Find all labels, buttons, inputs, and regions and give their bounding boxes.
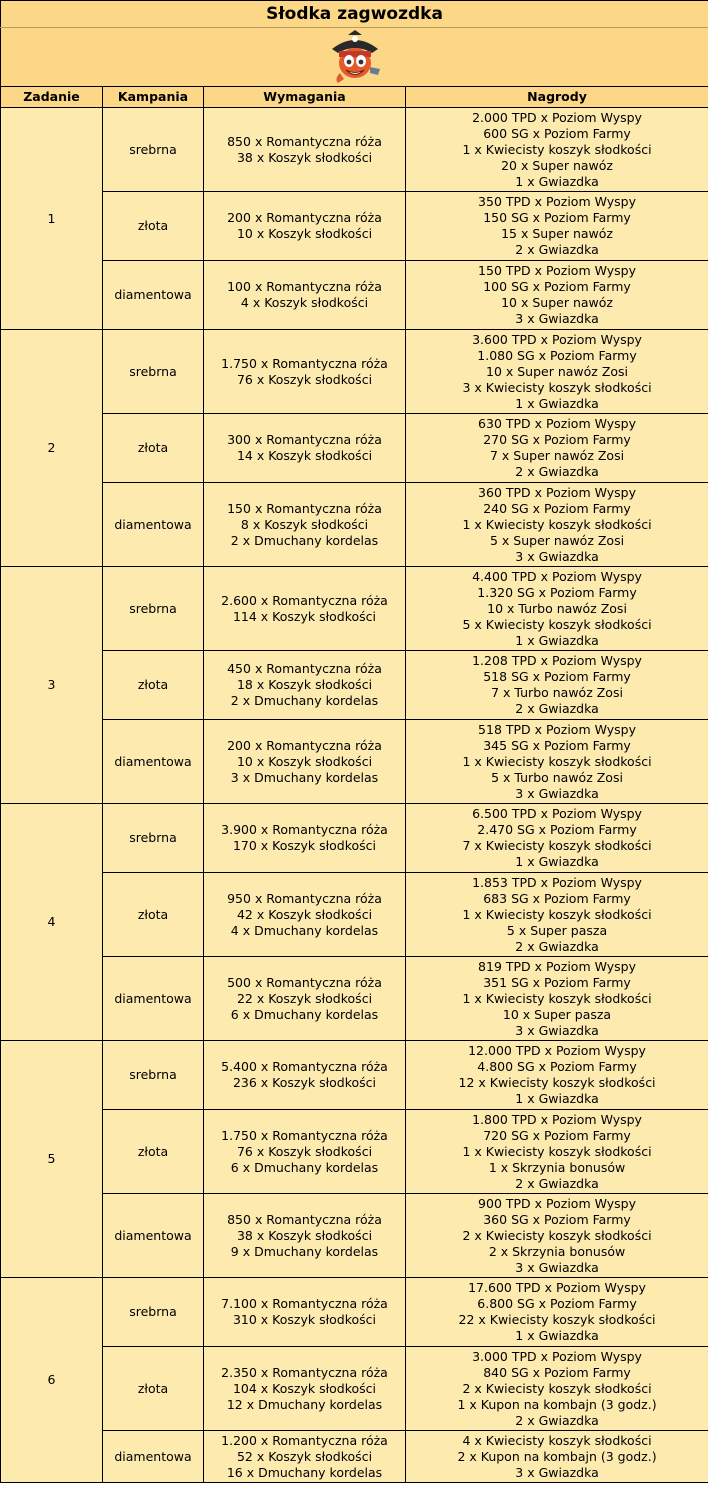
rewards-cell-line: 1.208 TPD x Poziom Wyspy: [472, 653, 642, 668]
rewards-cell-line: 1.080 SG x Poziom Farmy: [477, 347, 637, 363]
requirements-cell: [204, 414, 406, 483]
rewards-cell-line: 3 x Gwiazdka: [515, 1464, 599, 1480]
rewards-cell-line: 2 x Kwiecisty koszyk słodkości: [462, 1227, 652, 1243]
requirements-cell-line: 114 x Koszyk słodkości: [232, 608, 377, 624]
rewards-cell: [406, 1278, 708, 1347]
header-rewards: Nagrody: [406, 87, 708, 108]
requirements-cell-line: 76 x Koszyk słodkości: [236, 371, 373, 387]
campaign-cell: srebrna: [103, 108, 204, 192]
table-row: [1, 261, 708, 330]
rewards-cell-line: 1 x Gwiazdka: [515, 1328, 599, 1343]
page-title: Słodka zagwozdka: [1, 1, 708, 28]
requirements-cell-line: 850 x Romantyczna róża: [227, 133, 382, 149]
requirements-cell: [204, 1041, 406, 1110]
campaign-cell: srebrna: [103, 330, 204, 414]
campaign-cell: złota: [103, 873, 204, 957]
rewards-cell-line: 12.000 TPD x Poziom Wyspy: [468, 1043, 646, 1058]
requirements-cell-line: 6 x Dmuchany kordelas: [230, 1006, 379, 1022]
task-number: 3: [1, 567, 103, 804]
task-number: 4: [1, 804, 103, 1041]
header-requirements: Wymagania: [204, 87, 406, 108]
table-row: [1, 483, 708, 567]
campaign-cell: złota: [103, 651, 204, 720]
rewards-cell-line: 10 x Super pasza: [502, 1006, 612, 1022]
requirements-cell: [204, 567, 406, 651]
rewards-cell: [406, 483, 708, 567]
requirements-cell: [204, 1194, 406, 1278]
task-number: 6: [1, 1278, 103, 1483]
campaign-cell: złota: [103, 192, 204, 261]
rewards-cell-line: 2 x Gwiazdka: [515, 1175, 599, 1191]
header-row: [1, 87, 708, 108]
campaign-cell: srebrna: [103, 567, 204, 651]
rewards-cell-line: 2.000 TPD x Poziom Wyspy: [472, 109, 642, 125]
rewards-cell: [406, 1041, 708, 1110]
campaign-cell: złota: [103, 1110, 204, 1194]
rewards-cell-line: 3 x Gwiazdka: [515, 311, 599, 326]
table-row: [1, 1431, 708, 1483]
requirements-cell-line: 4 x Dmuchany kordelas: [230, 922, 379, 938]
rewards-cell-line: 3 x Gwiazdka: [515, 548, 599, 564]
requirements-cell: [204, 873, 406, 957]
icon-row: [1, 28, 708, 87]
rewards-cell-line: 2 x Kupon na kombajn (3 godz.): [457, 1448, 657, 1464]
rewards-cell-line: 7 x Turbo nawóz Zosi: [491, 685, 623, 700]
requirements-cell-line: 42 x Koszyk słodkości: [236, 906, 373, 922]
rewards-cell-line: 100 SG x Poziom Farmy: [483, 279, 631, 294]
requirements-cell: [204, 651, 406, 720]
rewards-cell-line: 900 TPD x Poziom Wyspy: [478, 1195, 636, 1211]
rewards-cell-line: 5 x Super nawóz Zosi: [489, 532, 625, 548]
requirements-cell-line: 10 x Koszyk słodkości: [236, 226, 373, 241]
requirements-cell-line: 8 x Koszyk słodkości: [240, 516, 369, 532]
rewards-cell-line: 720 SG x Poziom Farmy: [483, 1127, 631, 1143]
task-table-body: [1, 108, 708, 1483]
rewards-cell-line: 17.600 TPD x Poziom Wyspy: [468, 1280, 646, 1295]
rewards-cell-line: 5 x Super pasza: [506, 922, 608, 938]
rewards-cell: [406, 192, 708, 261]
requirements-cell-line: 236 x Koszyk słodkości: [232, 1075, 377, 1090]
requirements-cell-line: 310 x Koszyk słodkości: [232, 1312, 377, 1327]
table-row: [1, 720, 708, 804]
requirements-cell: [204, 957, 406, 1041]
rewards-cell: [406, 414, 708, 483]
rewards-cell: [406, 1347, 708, 1431]
requirements-cell-line: 16 x Dmuchany kordelas: [226, 1464, 383, 1480]
requirements-cell-line: 52 x Koszyk słodkości: [236, 1448, 373, 1464]
campaign-cell: diamentowa: [103, 1431, 204, 1483]
requirements-cell-line: 5.400 x Romantyczna róża: [221, 1059, 388, 1074]
rewards-cell-line: 1 x Gwiazdka: [515, 632, 599, 648]
rewards-cell-line: 518 TPD x Poziom Wyspy: [478, 721, 636, 737]
rewards-cell-line: 1 x Gwiazdka: [515, 1091, 599, 1106]
rewards-cell-line: 2 x Skrzynia bonusów: [488, 1243, 626, 1259]
table-row: [1, 1041, 708, 1110]
requirements-cell-line: 200 x Romantyczna róża: [227, 210, 382, 225]
requirements-cell-line: 3.900 x Romantyczna róża: [221, 822, 388, 837]
rewards-cell-line: 22 x Kwiecisty koszyk słodkości: [458, 1312, 656, 1327]
table-row: [1, 414, 708, 483]
pirate-mascot-icon: [326, 29, 384, 85]
rewards-cell-line: 3 x Gwiazdka: [515, 1259, 599, 1275]
rewards-cell-line: 345 SG x Poziom Farmy: [483, 737, 631, 753]
rewards-cell: [406, 651, 708, 720]
rewards-cell-line: 1 x Kwiecisty koszyk słodkości: [462, 906, 652, 922]
requirements-cell-line: 300 x Romantyczna róża: [227, 432, 382, 447]
rewards-cell: [406, 1194, 708, 1278]
rewards-cell-line: 360 TPD x Poziom Wyspy: [478, 484, 636, 500]
rewards-cell-line: 1 x Gwiazdka: [515, 395, 599, 411]
table-row: [1, 1347, 708, 1431]
rewards-cell-line: 1 x Gwiazdka: [515, 854, 599, 869]
requirements-cell-line: 3 x Dmuchany kordelas: [230, 769, 379, 785]
requirements-cell-line: 1.750 x Romantyczna róża: [221, 355, 388, 371]
requirements-cell: [204, 1110, 406, 1194]
rewards-cell-line: 840 SG x Poziom Farmy: [483, 1364, 631, 1380]
rewards-cell-line: 1 x Skrzynia bonusów: [488, 1159, 626, 1175]
requirements-cell-line: 150 x Romantyczna róża: [227, 500, 382, 516]
rewards-cell: [406, 873, 708, 957]
rewards-cell-line: 819 TPD x Poziom Wyspy: [478, 958, 636, 974]
rewards-cell-line: 10 x Super nawóz Zosi: [486, 363, 629, 379]
mascot-cell: [1, 28, 708, 87]
header-task: Zadanie: [1, 87, 103, 108]
requirements-cell-line: 1.750 x Romantyczna róża: [221, 1127, 388, 1143]
campaign-cell: diamentowa: [103, 1194, 204, 1278]
table-row: [1, 1278, 708, 1347]
rewards-cell-line: 683 SG x Poziom Farmy: [483, 890, 631, 906]
rewards-cell-line: 3.000 TPD x Poziom Wyspy: [472, 1348, 642, 1364]
rewards-cell-line: 351 SG x Poziom Farmy: [483, 974, 631, 990]
rewards-cell-line: 600 SG x Poziom Farmy: [483, 125, 631, 141]
campaign-cell: diamentowa: [103, 720, 204, 804]
requirements-cell-line: 6 x Dmuchany kordelas: [230, 1159, 379, 1175]
rewards-cell-line: 1 x Kwiecisty koszyk słodkości: [462, 516, 652, 532]
requirements-cell-line: 4 x Koszyk słodkości: [240, 295, 369, 310]
title-row: [1, 1, 708, 28]
rewards-cell-line: 2 x Gwiazdka: [515, 242, 599, 257]
rewards-cell-line: 1.800 TPD x Poziom Wyspy: [472, 1111, 642, 1127]
rewards-cell-line: 1 x Kupon na kombajn (3 godz.): [457, 1396, 657, 1412]
rewards-cell: [406, 804, 708, 873]
rewards-cell: [406, 261, 708, 330]
requirements-cell-line: 2.600 x Romantyczna róża: [221, 592, 388, 608]
rewards-cell-line: 3.600 TPD x Poziom Wyspy: [472, 331, 642, 347]
requirements-cell-line: 200 x Romantyczna róża: [227, 737, 382, 753]
requirements-cell-line: 950 x Romantyczna róża: [227, 890, 382, 906]
campaign-cell: złota: [103, 414, 204, 483]
requirements-cell-line: 104 x Koszyk słodkości: [232, 1380, 377, 1396]
requirements-cell-line: 100 x Romantyczna róża: [227, 279, 382, 294]
requirements-cell-line: 22 x Koszyk słodkości: [236, 990, 373, 1006]
rewards-cell-line: 3 x Gwiazdka: [515, 1022, 599, 1038]
requirements-cell-line: 7.100 x Romantyczna róża: [221, 1296, 388, 1311]
rewards-cell-line: 1 x Kwiecisty koszyk słodkości: [462, 753, 652, 769]
requirements-cell: [204, 261, 406, 330]
rewards-cell-line: 2 x Gwiazdka: [515, 701, 599, 716]
rewards-cell-line: 10 x Turbo nawóz Zosi: [487, 600, 627, 616]
campaign-cell: diamentowa: [103, 483, 204, 567]
rewards-cell-line: 518 SG x Poziom Farmy: [483, 669, 631, 684]
requirements-cell-line: 170 x Koszyk słodkości: [232, 838, 377, 853]
rewards-cell-line: 270 SG x Poziom Farmy: [483, 432, 631, 447]
campaign-cell: srebrna: [103, 1278, 204, 1347]
rewards-cell-line: 6.500 TPD x Poziom Wyspy: [472, 806, 642, 821]
campaign-cell: srebrna: [103, 1041, 204, 1110]
rewards-cell-line: 360 SG x Poziom Farmy: [483, 1211, 631, 1227]
campaign-cell: diamentowa: [103, 957, 204, 1041]
requirements-cell-line: 1.200 x Romantyczna róża: [221, 1432, 388, 1448]
requirements-cell-line: 2.350 x Romantyczna róża: [221, 1364, 388, 1380]
rewards-cell-line: 20 x Super nawóz: [501, 157, 613, 173]
requirements-cell: [204, 108, 406, 192]
rewards-cell-line: 6.800 SG x Poziom Farmy: [477, 1296, 637, 1311]
table-row: [1, 192, 708, 261]
header-campaign: Kampania: [103, 87, 204, 108]
rewards-cell-line: 2 x Gwiazdka: [515, 1412, 599, 1428]
rewards-cell-line: 150 SG x Poziom Farmy: [483, 210, 631, 225]
rewards-cell: [406, 330, 708, 414]
rewards-cell-line: 5 x Turbo nawóz Zosi: [491, 769, 623, 785]
rewards-cell-line: 7 x Super nawóz Zosi: [489, 448, 625, 463]
rewards-cell: [406, 567, 708, 651]
rewards-cell-line: 10 x Super nawóz: [501, 295, 613, 310]
task-number: 1: [1, 108, 103, 330]
rewards-cell: [406, 1110, 708, 1194]
rewards-cell-line: 12 x Kwiecisty koszyk słodkości: [458, 1075, 656, 1090]
task-number: 5: [1, 1041, 103, 1278]
requirements-cell: [204, 804, 406, 873]
rewards-cell-line: 350 TPD x Poziom Wyspy: [478, 194, 636, 209]
table-row: [1, 873, 708, 957]
rewards-cell-line: 3 x Gwiazdka: [515, 785, 599, 801]
rewards-cell-line: 4.400 TPD x Poziom Wyspy: [472, 568, 642, 584]
requirements-cell: [204, 330, 406, 414]
table-row: [1, 804, 708, 873]
requirements-cell-line: 500 x Romantyczna róża: [227, 974, 382, 990]
requirements-cell-line: 76 x Koszyk słodkości: [236, 1143, 373, 1159]
rewards-cell-line: 1 x Kwiecisty koszyk słodkości: [462, 1143, 652, 1159]
requirements-cell: [204, 1347, 406, 1431]
table-row: [1, 651, 708, 720]
rewards-cell-line: 3 x Kwiecisty koszyk słodkości: [462, 379, 652, 395]
rewards-cell-line: 150 TPD x Poziom Wyspy: [478, 263, 636, 278]
requirements-cell: [204, 720, 406, 804]
requirements-cell-line: 9 x Dmuchany kordelas: [230, 1243, 379, 1259]
requirements-cell-line: 18 x Koszyk słodkości: [236, 677, 373, 692]
rewards-cell-line: 630 TPD x Poziom Wyspy: [478, 416, 636, 431]
rewards-cell: [406, 1431, 708, 1483]
campaign-cell: złota: [103, 1347, 204, 1431]
requirements-cell: [204, 1278, 406, 1347]
rewards-cell-line: 2 x Gwiazdka: [515, 938, 599, 954]
requirements-cell-line: 10 x Koszyk słodkości: [236, 753, 373, 769]
table-row: [1, 1194, 708, 1278]
requirements-cell-line: 38 x Koszyk słodkości: [236, 1227, 373, 1243]
requirements-cell-line: 450 x Romantyczna róża: [227, 661, 382, 676]
rewards-cell-line: 15 x Super nawóz: [501, 226, 613, 241]
table-row: [1, 567, 708, 651]
rewards-cell: [406, 108, 708, 192]
table-row: [1, 108, 708, 192]
rewards-cell-line: 1 x Kwiecisty koszyk słodkości: [462, 141, 652, 157]
rewards-cell-line: 1.853 TPD x Poziom Wyspy: [472, 874, 642, 890]
rewards-cell-line: 4 x Kwiecisty koszyk słodkości: [462, 1432, 652, 1448]
requirements-cell-line: 14 x Koszyk słodkości: [236, 448, 373, 463]
rewards-cell: [406, 720, 708, 804]
rewards-cell-line: 1 x Kwiecisty koszyk słodkości: [462, 990, 652, 1006]
campaign-cell: srebrna: [103, 804, 204, 873]
requirements-cell: [204, 192, 406, 261]
rewards-cell-line: 4.800 SG x Poziom Farmy: [477, 1059, 637, 1074]
rewards-cell-line: 2 x Kwiecisty koszyk słodkości: [462, 1380, 652, 1396]
table-row: [1, 957, 708, 1041]
table-row: [1, 1110, 708, 1194]
requirements-cell-line: 2 x Dmuchany kordelas: [230, 532, 379, 548]
rewards-cell-line: 5 x Kwiecisty koszyk słodkości: [462, 616, 652, 632]
campaign-cell: diamentowa: [103, 261, 204, 330]
rewards-cell-line: 1.320 SG x Poziom Farmy: [477, 584, 637, 600]
task-number: 2: [1, 330, 103, 567]
requirements-cell-line: 38 x Koszyk słodkości: [236, 149, 373, 165]
requirements-cell-line: 850 x Romantyczna róża: [227, 1211, 382, 1227]
rewards-cell: [406, 957, 708, 1041]
requirements-cell-line: 12 x Dmuchany kordelas: [226, 1396, 383, 1412]
rewards-cell-line: 7 x Kwiecisty koszyk słodkości: [462, 838, 652, 853]
requirements-cell-line: 2 x Dmuchany kordelas: [230, 693, 379, 708]
requirements-cell: [204, 1431, 406, 1483]
table-row: [1, 330, 708, 414]
rewards-cell-line: 240 SG x Poziom Farmy: [483, 500, 631, 516]
rewards-cell-line: 2.470 SG x Poziom Farmy: [477, 822, 637, 837]
requirements-cell: [204, 483, 406, 567]
rewards-cell-line: 2 x Gwiazdka: [515, 464, 599, 479]
rewards-cell-line: 1 x Gwiazdka: [515, 173, 599, 189]
